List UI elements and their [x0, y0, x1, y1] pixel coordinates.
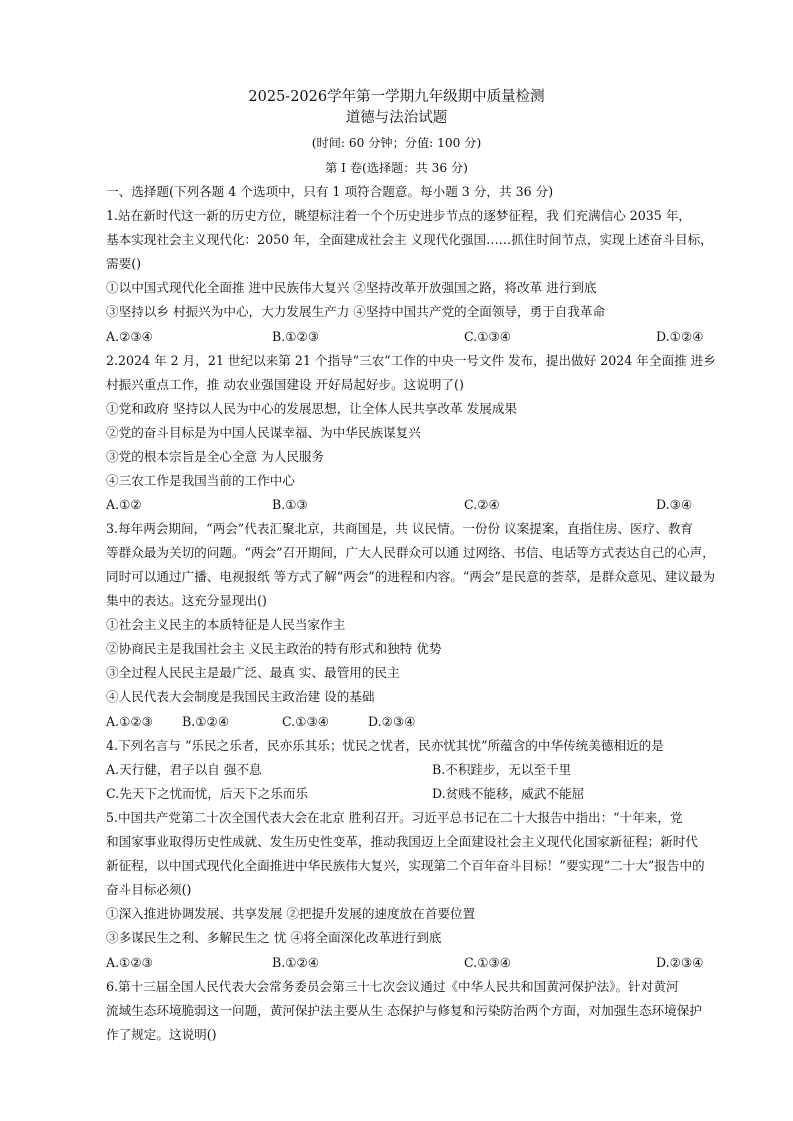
option-c[interactable]: C.②④: [464, 497, 500, 512]
question-6-stem-line-1: 6.第十三届全国人民代表大会常务委员会第三十七次会议通过《中华人民共和国黄河保护法》。针对黄河: [106, 979, 679, 994]
option-a[interactable]: A.①②: [106, 497, 142, 512]
question-5-stem-line-2: 和国家事业取得历史性成就、发生历史性变革，推动我国迈上全面建设社会主义现代化国家新征程；新时代: [106, 834, 698, 849]
question-6-stem-line-2: 流域生态环境脆弱这一问题，黄河保护法主要从生 态保护与修复和污染防治两个方面，对加强生态环境保护: [106, 1003, 702, 1018]
question-3-stem-line-1: 3.每年两会期间，“两会”代表汇聚北京，共商国是，共 议民情。一份份 议案提案，直指住房、医疗、教育: [106, 521, 694, 536]
question-5-statement-1: ①深入推进协调发展、共享发展 ②把提升发展的速度放在首要位置: [106, 906, 476, 921]
subject-title: 道德与法治试题: [345, 110, 448, 126]
question-1-stem-line-2: 基本实现社会主义现代化：2050 年，全面建成社会主 义现代化强国……抓住时间节点，实现上述奋斗目标，: [106, 232, 713, 247]
question-3-stem-line-2: 等群众最为关切的问题。“两会”召开期间，广大人民群众可以通 过网络、书信、电话等方式表达自己的心声，: [106, 545, 715, 560]
option-b[interactable]: B.①②④: [182, 714, 230, 729]
option-b[interactable]: B.①③: [272, 497, 308, 512]
question-3-statement-2: ②协商民主是我国社会主 义民主政治的特有形式和独特 优势: [106, 641, 442, 656]
question-3-statement-1: ①社会主义民主的本质特征是人民当家作主: [106, 617, 346, 632]
part-heading: 第 I 卷(选择题：共 36 分): [325, 161, 468, 175]
question-2-statement-2: ②党的奋斗目标是为中国人民谋幸福、为中华民族谋复兴: [106, 425, 421, 440]
option-a[interactable]: A.①②③: [106, 714, 153, 729]
question-5-stem-line-4: 奋斗目标必须(): [106, 882, 192, 897]
question-5-stem-line-3: 新征程，以中国式现代化全面推进中华民族伟大复兴，实现第二个百年奋斗目标！”要实现“二十大”报告中的: [106, 858, 705, 873]
question-1-stem-line-1: 1.站在新时代这一新的历史方位，眺望标注着一个个历史进步节点的逐梦征程，我 们充满信心 2035 年，: [106, 208, 692, 223]
question-2-stem-line-2: 村振兴重点工作，推 动农业强国建设 开好局起好步。这说明了(): [106, 377, 464, 392]
option-c[interactable]: C.先天下之忧而忧，后天下之乐而乐: [106, 786, 309, 801]
question-3-stem-line-3: 同时可以通过广播、电视报纸 等方式了解“两会”的进程和内容。“两会”是民意的荟萃，是群众意见、建议最为: [106, 569, 716, 584]
option-c[interactable]: C.①③④: [282, 714, 330, 729]
question-3-statement-3: ③全过程人民民主是最广泛、最真 实、最管用的民主: [106, 665, 400, 680]
question-1-statement-2: ③坚持以乡 村振兴为中心，大力发展生产力 ④坚持中国共产党的全面领导，勇于自我革命: [106, 304, 606, 319]
option-a[interactable]: A.②③④: [106, 329, 153, 344]
question-1-stem-line-3: 需要(): [106, 256, 142, 271]
option-d[interactable]: D.②③④: [656, 955, 704, 970]
option-b[interactable]: B.①②③: [272, 329, 320, 344]
question-2-statement-1: ①党和政府 坚持以人民为中心的发展思想，让全体人民共享改革 发展成果: [106, 401, 518, 416]
question-2-options: [106, 499, 706, 515]
question-3-options: [106, 716, 706, 732]
option-d[interactable]: D.贫贱不能移，威武不能屈: [432, 786, 585, 801]
question-2-statement-4: ④三农工作是我国当前的工作中心: [106, 473, 295, 488]
question-4-options-row-1: [106, 764, 706, 780]
exam-meta: (时间: 60 分钟；分值: 100 分): [311, 136, 482, 150]
question-2-stem-line-1: 2.2024 年 2 月，21 世纪以来第 21 个指导“三农”工作的中央一号文件 发布，提出做好 2024 年全面推 进乡: [106, 353, 716, 368]
question-5-statement-2: ③多谋民生之利、多解民生之 忧 ④将全面深化改革进行到底: [106, 930, 442, 945]
section-heading: 一、选择题(下列各题 4 个选项中，只有 1 项符合题意。每小题 3 分，共 36 分): [106, 184, 554, 199]
option-b[interactable]: B.①②④: [272, 955, 320, 970]
question-4-stem-line-1: 4.下列名言与 “乐民之乐者，民亦乐其乐；忧民之忧者，民亦忧其忧”所蕴含的中华传统美德相近的是: [106, 738, 664, 753]
option-d[interactable]: D.③④: [656, 497, 693, 512]
question-1-statement-1: ①以中国式现代化全面推 进中民族伟大复兴 ②坚持改革开放强国之路，将改革 进行到底: [106, 280, 597, 295]
question-3-stem-line-4: 集中的表达。这充分显现出(): [106, 593, 267, 608]
option-b[interactable]: B.不积跬步，无以至千里: [432, 762, 572, 777]
option-d[interactable]: D.①②④: [656, 329, 704, 344]
question-4-options-row-2: [106, 788, 706, 804]
question-2-statement-3: ③党的根本宗旨是全心全意 为人民服务: [106, 449, 325, 464]
question-6-stem-line-3: 作了规定。这说明(): [106, 1027, 217, 1042]
question-5-options: [106, 957, 706, 973]
option-c[interactable]: C.①③④: [464, 955, 512, 970]
question-1-options: [106, 331, 706, 347]
question-3-statement-4: ④人民代表大会制度是我国民主政治建 设的基础: [106, 689, 375, 704]
question-5-stem-line-1: 5.中国共产党第二十次全国代表大会在北京 胜利召开。习近平总书记在二十大报告中指出：“十年来，党: [106, 810, 683, 825]
option-c[interactable]: C.①③④: [464, 329, 512, 344]
option-d[interactable]: D.②③④: [368, 714, 416, 729]
exam-title: 2025-2026学年第一学期九年级期中质量检测: [248, 89, 545, 105]
option-a[interactable]: A.①②③: [106, 955, 153, 970]
option-a[interactable]: A.天行健，君子以自 强不息: [106, 762, 262, 777]
